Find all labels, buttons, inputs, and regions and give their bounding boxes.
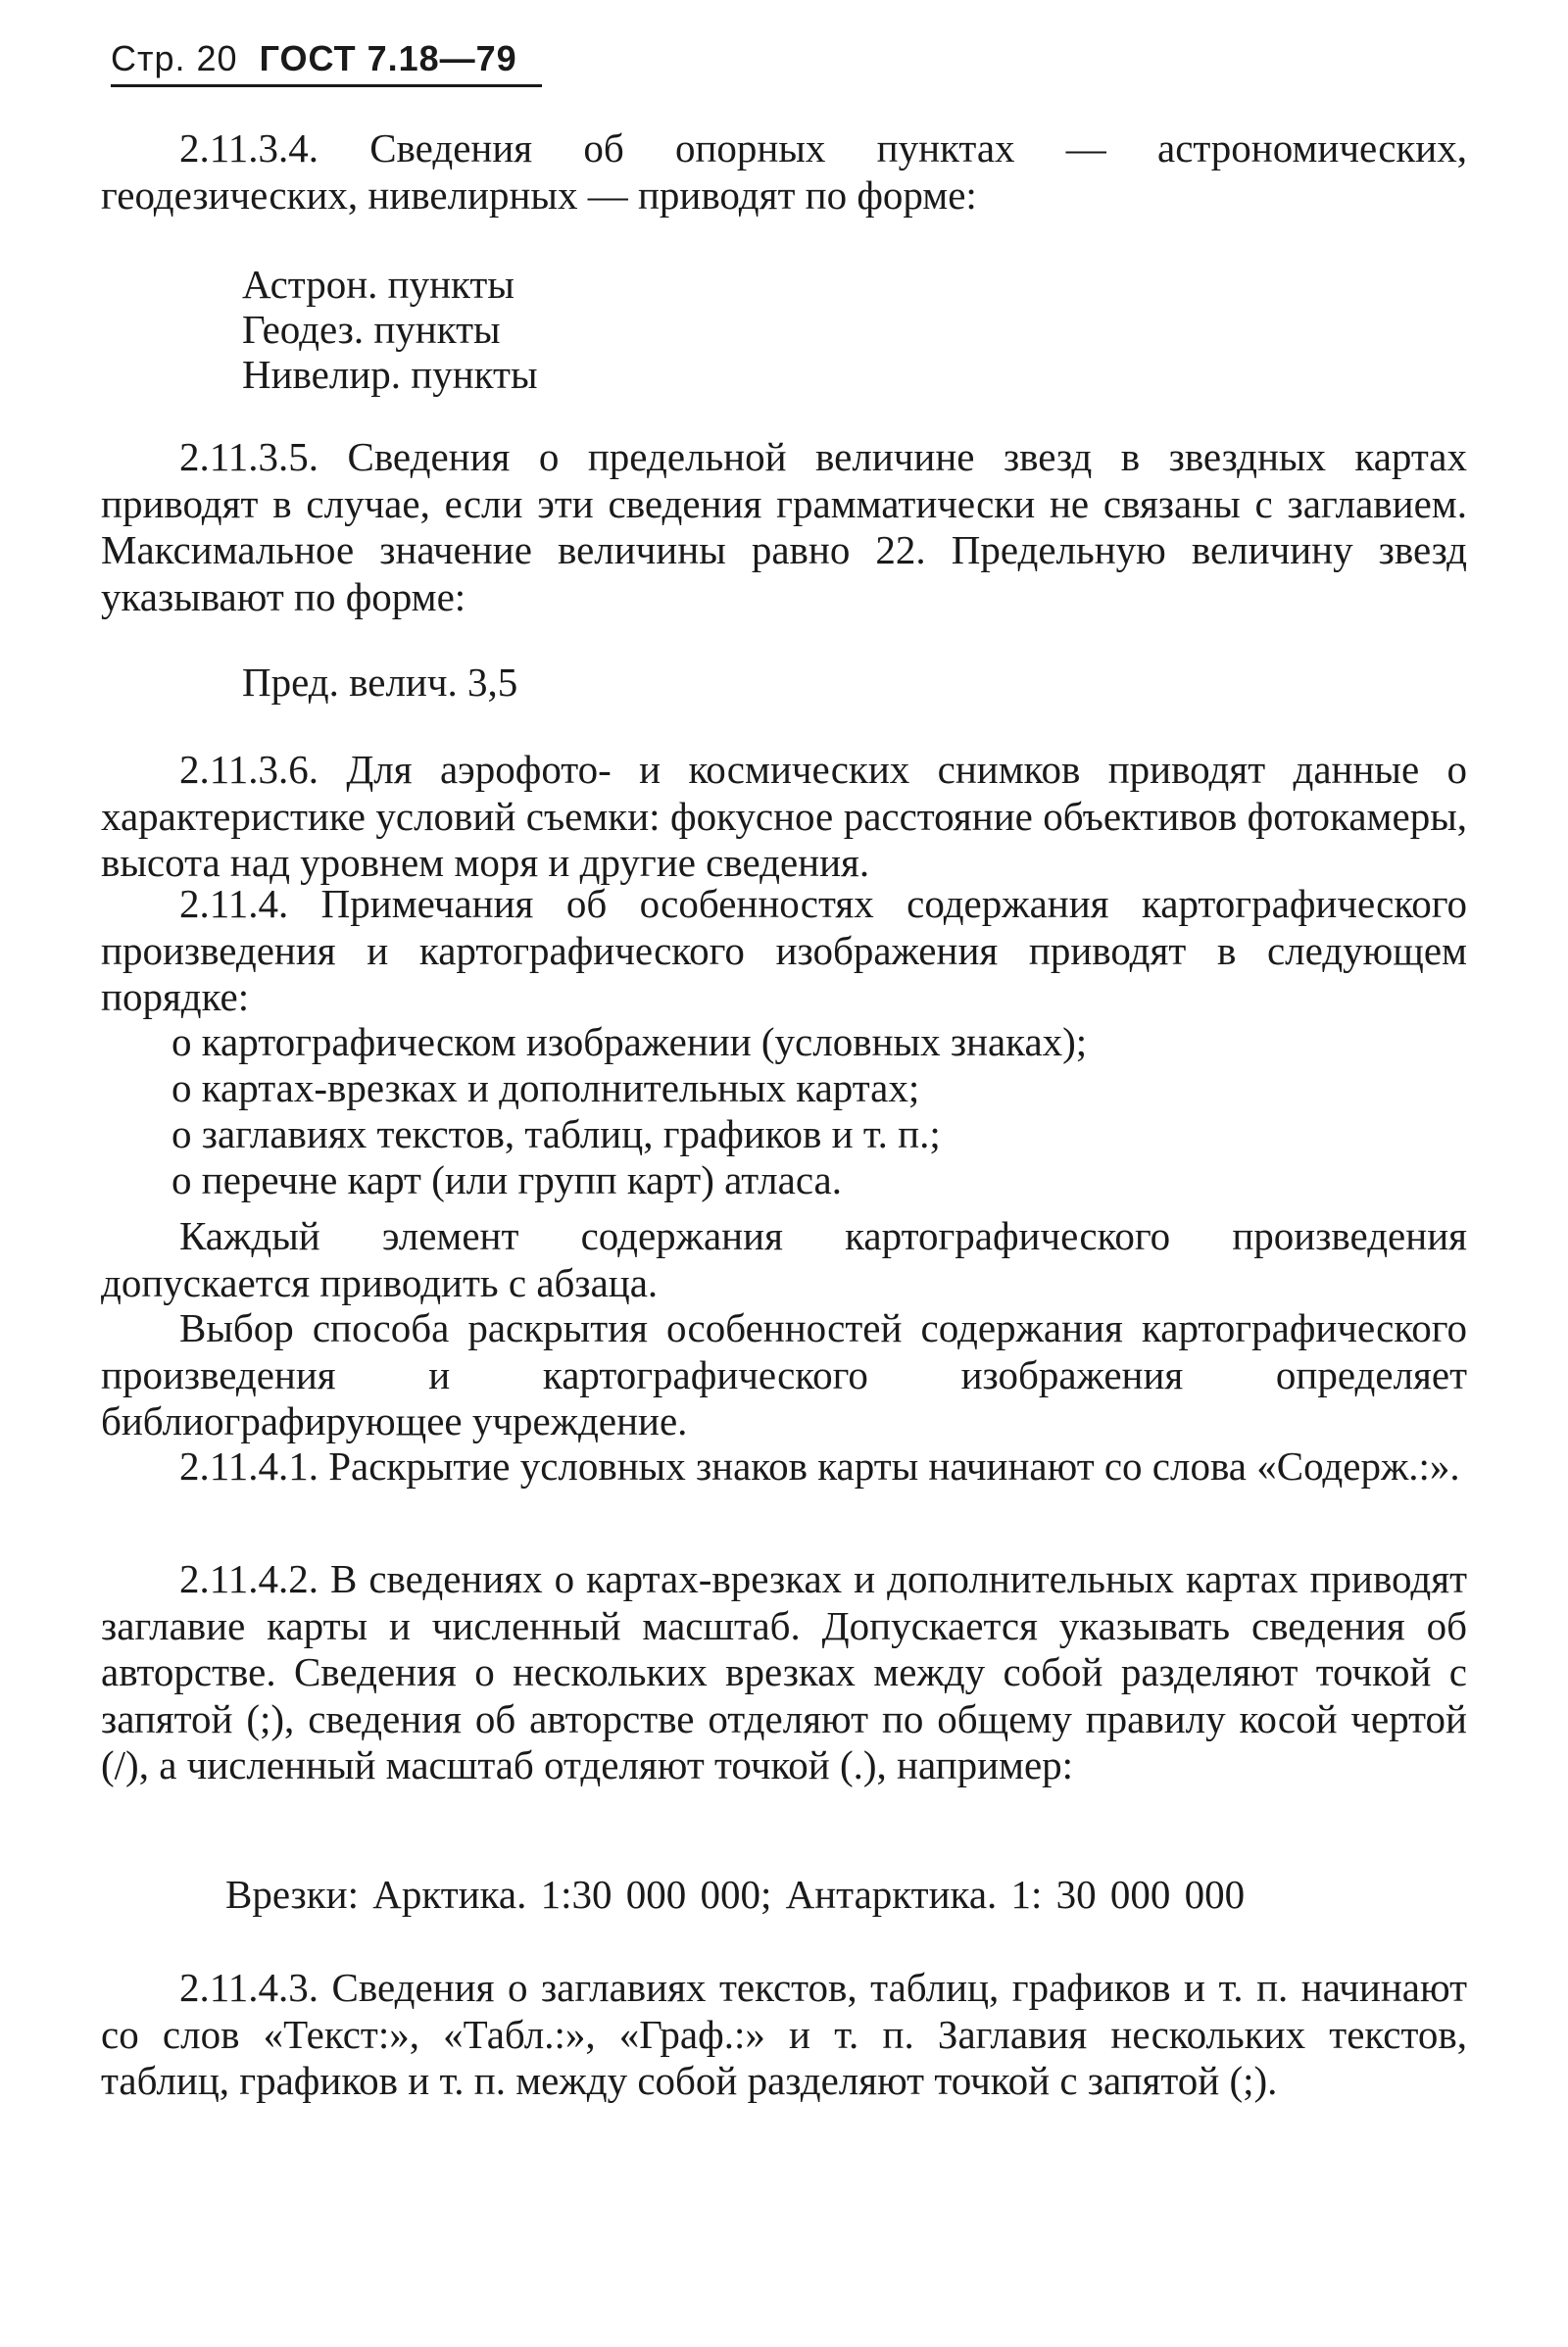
paragraph-2-11-3-6: 2.11.3.6. Для аэрофото- и космических снимков приводят данные о характеристике условий съемки: фокусное расстояние объективов фотокамеры, высота над уровнем моря и другие сведения. [101, 747, 1467, 885]
list-item: о картах-врезках и дополнительных картах; [172, 1065, 920, 1110]
list-item: о перечне карт (или групп карт) атласа. [172, 1157, 842, 1202]
form-line-geodez: Геодез. пункты [242, 307, 501, 352]
form-line-nivelir: Нивелир. пункты [242, 352, 538, 397]
example-insets: Врезки: Арктика. 1:30 000 000; Антарктика. 1: 30 000 000 [225, 1872, 1246, 1917]
page-header [111, 37, 542, 87]
paragraph-2-11-3-4: 2.11.3.4. Сведения об опорных пунктах — астрономических, геодезических, нивелирных — приводят по форме: [101, 125, 1467, 218]
list-item: о заглавиях текстов, таблиц, графиков и т. п.; [172, 1111, 941, 1156]
paragraph-2-11-4-2: 2.11.4.2. В сведениях о картах-врезках и дополнительных картах приводят заглавие карты и численный масштаб. Допускается указывать сведения об авторстве. Сведения о нескольких врезках между собой разделяют точкой с запятой (;), сведения об авторстве отделяют по общему правилу косой чертой (/), а численный масштаб отделяют точкой (.), например: [101, 1556, 1467, 1787]
paragraph-2-11-4: 2.11.4. Примечания об особенностях содержания картографического произведения и картографического изображения приводят в следующем порядке: [101, 881, 1467, 1019]
paragraph-choice: Выбор способа раскрытия особенностей содержания картографического произведения и картографического изображения определяет библиографирующее учреждение. [101, 1305, 1467, 1443]
standard-designation: ГОСТ 7.18—79 [259, 38, 517, 78]
paragraph-each-element: Каждый элемент содержания картографического произведения допускается приводить с абзаца. [101, 1213, 1467, 1305]
paragraph-2-11-4-3: 2.11.4.3. Сведения о заглавиях текстов, таблиц, графиков и т. п. начинают со слов «Текст:», «Табл.:», «Граф.:» и т. п. Заглавия нескольких текстов, таблиц, графиков и т. п. между собой разделяют точкой с запятой (;). [101, 1965, 1467, 2103]
notes-order-list [172, 1019, 1465, 1203]
paragraph-2-11-3-5: 2.11.3.5. Сведения о предельной величине звезд в звездных картах приводят в случае, если эти сведения грамматически не связаны с заглавием. Максимальное значение величины равно 22. Предельную величину звезд указывают по форме: [101, 434, 1467, 619]
form-line-astron: Астрон. пункты [242, 262, 514, 307]
paragraph-2-11-4-1: 2.11.4.1. Раскрытие условных знаков карты начинают со слова «Содерж.:». [179, 1443, 1460, 1489]
page-number: Стр. 20 [111, 38, 238, 78]
form-line-pred-velich: Пред. велич. 3,5 [242, 660, 518, 705]
list-item: о картографическом изображении (условных знаках); [172, 1019, 1088, 1064]
